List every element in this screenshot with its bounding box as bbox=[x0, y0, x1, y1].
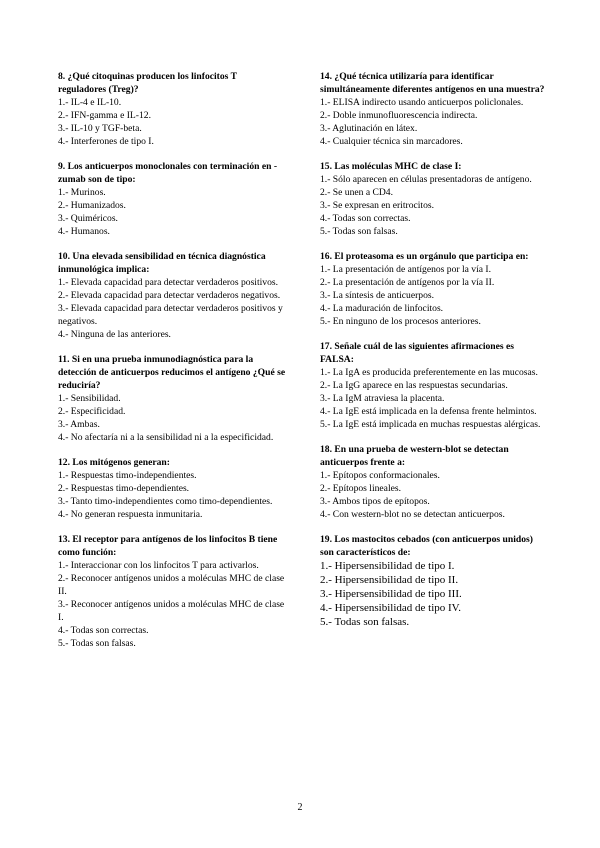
question-block bbox=[320, 250, 548, 328]
question-title: 17. Señale cuál de las siguientes afirmaciones es FALSA: bbox=[320, 341, 514, 365]
question-title: 8. ¿Qué citoquinas producen los linfocitos T reguladores (Treg)? bbox=[58, 71, 237, 95]
answer-option: 1.- Epítopos conformacionales. bbox=[320, 470, 440, 481]
question-block bbox=[320, 340, 548, 431]
question-block bbox=[320, 160, 548, 238]
answer-option: 3.- Aglutinación en látex. bbox=[320, 123, 418, 134]
answer-option: 3.- Hipersensibilidad de tipo III. bbox=[320, 588, 462, 600]
answer-option: 5.- Todas son falsas. bbox=[320, 226, 398, 237]
answer-option: 2.- La IgG aparece en las respuestas secundarias. bbox=[320, 380, 508, 391]
answer-option: 4.- Hipersensibilidad de tipo IV. bbox=[320, 602, 461, 614]
answer-option: 2.- Se unen a CD4. bbox=[320, 187, 394, 198]
answer-option: 1.- Sólo aparecen en células presentadoras de antígeno. bbox=[320, 174, 532, 185]
answer-option: 2.- Epítopos lineales. bbox=[320, 483, 401, 494]
question-block bbox=[58, 353, 286, 444]
question-title: 9. Los anticuerpos monoclonales con terminación en -zumab son de tipo: bbox=[58, 161, 278, 185]
answer-option: 1.- Interaccionar con los linfocitos T para activarlos. bbox=[58, 560, 259, 571]
question-title: 16. El proteasoma es un orgánulo que participa en: bbox=[320, 251, 529, 262]
answer-option: 3.- Elevada capacidad para detectar verdaderos positivos y negativos. bbox=[58, 303, 283, 327]
answer-option: 5.- Todas son falsas. bbox=[320, 616, 410, 628]
answer-option: 5.- Todas son falsas. bbox=[58, 638, 136, 649]
answer-option: 4.- Todas son correctas. bbox=[58, 625, 149, 636]
answer-option: 4.- No generan respuesta inmunitaria. bbox=[58, 509, 203, 520]
answer-option: 4.- La maduración de linfocitos. bbox=[320, 303, 444, 314]
question-title: 12. Los mitógenos generan: bbox=[58, 457, 170, 468]
answer-option: 2.- Elevada capacidad para detectar verdaderos negativos. bbox=[58, 290, 281, 301]
answer-option: 3.- Ambos tipos de epítopos. bbox=[320, 496, 430, 507]
answer-option: 5.- En ninguno de los procesos anteriores. bbox=[320, 316, 481, 327]
answer-option: 3.- Quiméricos. bbox=[58, 213, 118, 224]
left-column bbox=[58, 70, 286, 662]
answer-option: 4.- Ninguna de las anteriores. bbox=[58, 329, 171, 340]
answer-option: 1.- La IgA es producida preferentemente en las mucosas. bbox=[320, 367, 538, 378]
answer-option: 2.- Especificidad. bbox=[58, 406, 126, 417]
answer-option: 3.- IL-10 y TGF-beta. bbox=[58, 123, 142, 134]
answer-option: 4.- La IgE está implicada en la defensa frente helmintos. bbox=[320, 406, 537, 417]
question-title: 10. Una elevada sensibilidad en técnica diagnóstica inmunológica implica: bbox=[58, 251, 266, 275]
answer-option: 1.- Respuestas timo-independientes. bbox=[58, 470, 197, 481]
question-block bbox=[58, 533, 286, 650]
answer-option: 4.- No afectaría ni a la sensibilidad ni a la especificidad. bbox=[58, 432, 274, 443]
answer-option: 1.- ELISA indirecto usando anticuerpos policlonales. bbox=[320, 97, 524, 108]
answer-option: 2.- Hipersensibilidad de tipo II. bbox=[320, 574, 459, 586]
question-block bbox=[320, 443, 548, 521]
question-title: 15. Las moléculas MHC de clase I: bbox=[320, 161, 462, 172]
answer-option: 2.- Respuestas timo-dependientes. bbox=[58, 483, 190, 494]
question-block bbox=[320, 533, 548, 629]
answer-option: 2.- Doble inmunofluorescencia indirecta. bbox=[320, 110, 478, 121]
question-title: 13. El receptor para antígenos de los linfocitos B tiene como función: bbox=[58, 534, 278, 558]
answer-option: 4.- Interferones de tipo I. bbox=[58, 136, 154, 147]
answer-option: 1.- Sensibilidad. bbox=[58, 393, 121, 404]
right-column bbox=[320, 70, 548, 641]
answer-option: 1.- Elevada capacidad para detectar verdaderos positivos. bbox=[58, 277, 279, 288]
question-block bbox=[58, 456, 286, 521]
answer-option: 3.- Se expresan en eritrocitos. bbox=[320, 200, 435, 211]
answer-option: 2.- IFN-gamma e IL-12. bbox=[58, 110, 151, 121]
answer-option: 4.- Con western-blot no se detectan anticuerpos. bbox=[320, 509, 505, 520]
answer-option: 2.- Reconocer antígenos unidos a moléculas MHC de clase II. bbox=[58, 573, 285, 597]
question-block bbox=[58, 70, 286, 148]
question-title: 18. En una prueba de western-blot se detectan anticuerpos frente a: bbox=[320, 444, 509, 468]
answer-option: 3.- Ambas. bbox=[58, 419, 100, 430]
answer-option: 2.- Humanizados. bbox=[58, 200, 126, 211]
answer-option: 4.- Humanos. bbox=[58, 226, 110, 237]
answer-option: 1.- IL-4 e IL-10. bbox=[58, 97, 122, 108]
question-block bbox=[320, 70, 548, 148]
page-number: 2 bbox=[297, 802, 303, 813]
answer-option: 3.- La IgM atraviesa la placenta. bbox=[320, 393, 445, 404]
answer-option: 4.- Cualquier técnica sin marcadores. bbox=[320, 136, 463, 147]
answer-option: 4.- Todas son correctas. bbox=[320, 213, 411, 224]
question-title: 19. Los mastocitos cebados (con anticuerpos unidos) son característicos de: bbox=[320, 534, 533, 558]
question-title: 14. ¿Qué técnica utilizaría para identificar simultáneamente diferentes antígenos en una muestra? bbox=[320, 71, 545, 95]
answer-option: 1.- Hipersensibilidad de tipo I. bbox=[320, 560, 455, 572]
question-title: 11. Si en una prueba inmunodiagnóstica para la detección de anticuerpos reducimos el antígeno ¿Qué se reduciría? bbox=[58, 354, 286, 391]
answer-option: 1.- Murinos. bbox=[58, 187, 106, 198]
question-block bbox=[58, 160, 286, 238]
question-block bbox=[58, 250, 286, 341]
answer-option: 1.- La presentación de antígenos por la vía I. bbox=[320, 264, 492, 275]
answer-option: 3.- Reconocer antígenos unidos a moléculas MHC de clase I. bbox=[58, 599, 285, 623]
answer-option: 2.- La presentación de antígenos por la vía II. bbox=[320, 277, 495, 288]
answer-option: 3.- La síntesis de anticuerpos. bbox=[320, 290, 435, 301]
answer-option: 3.- Tanto timo-independientes como timo-dependientes. bbox=[58, 496, 273, 507]
answer-option: 5.- La IgE está implicada en muchas respuestas alérgicas. bbox=[320, 419, 541, 430]
